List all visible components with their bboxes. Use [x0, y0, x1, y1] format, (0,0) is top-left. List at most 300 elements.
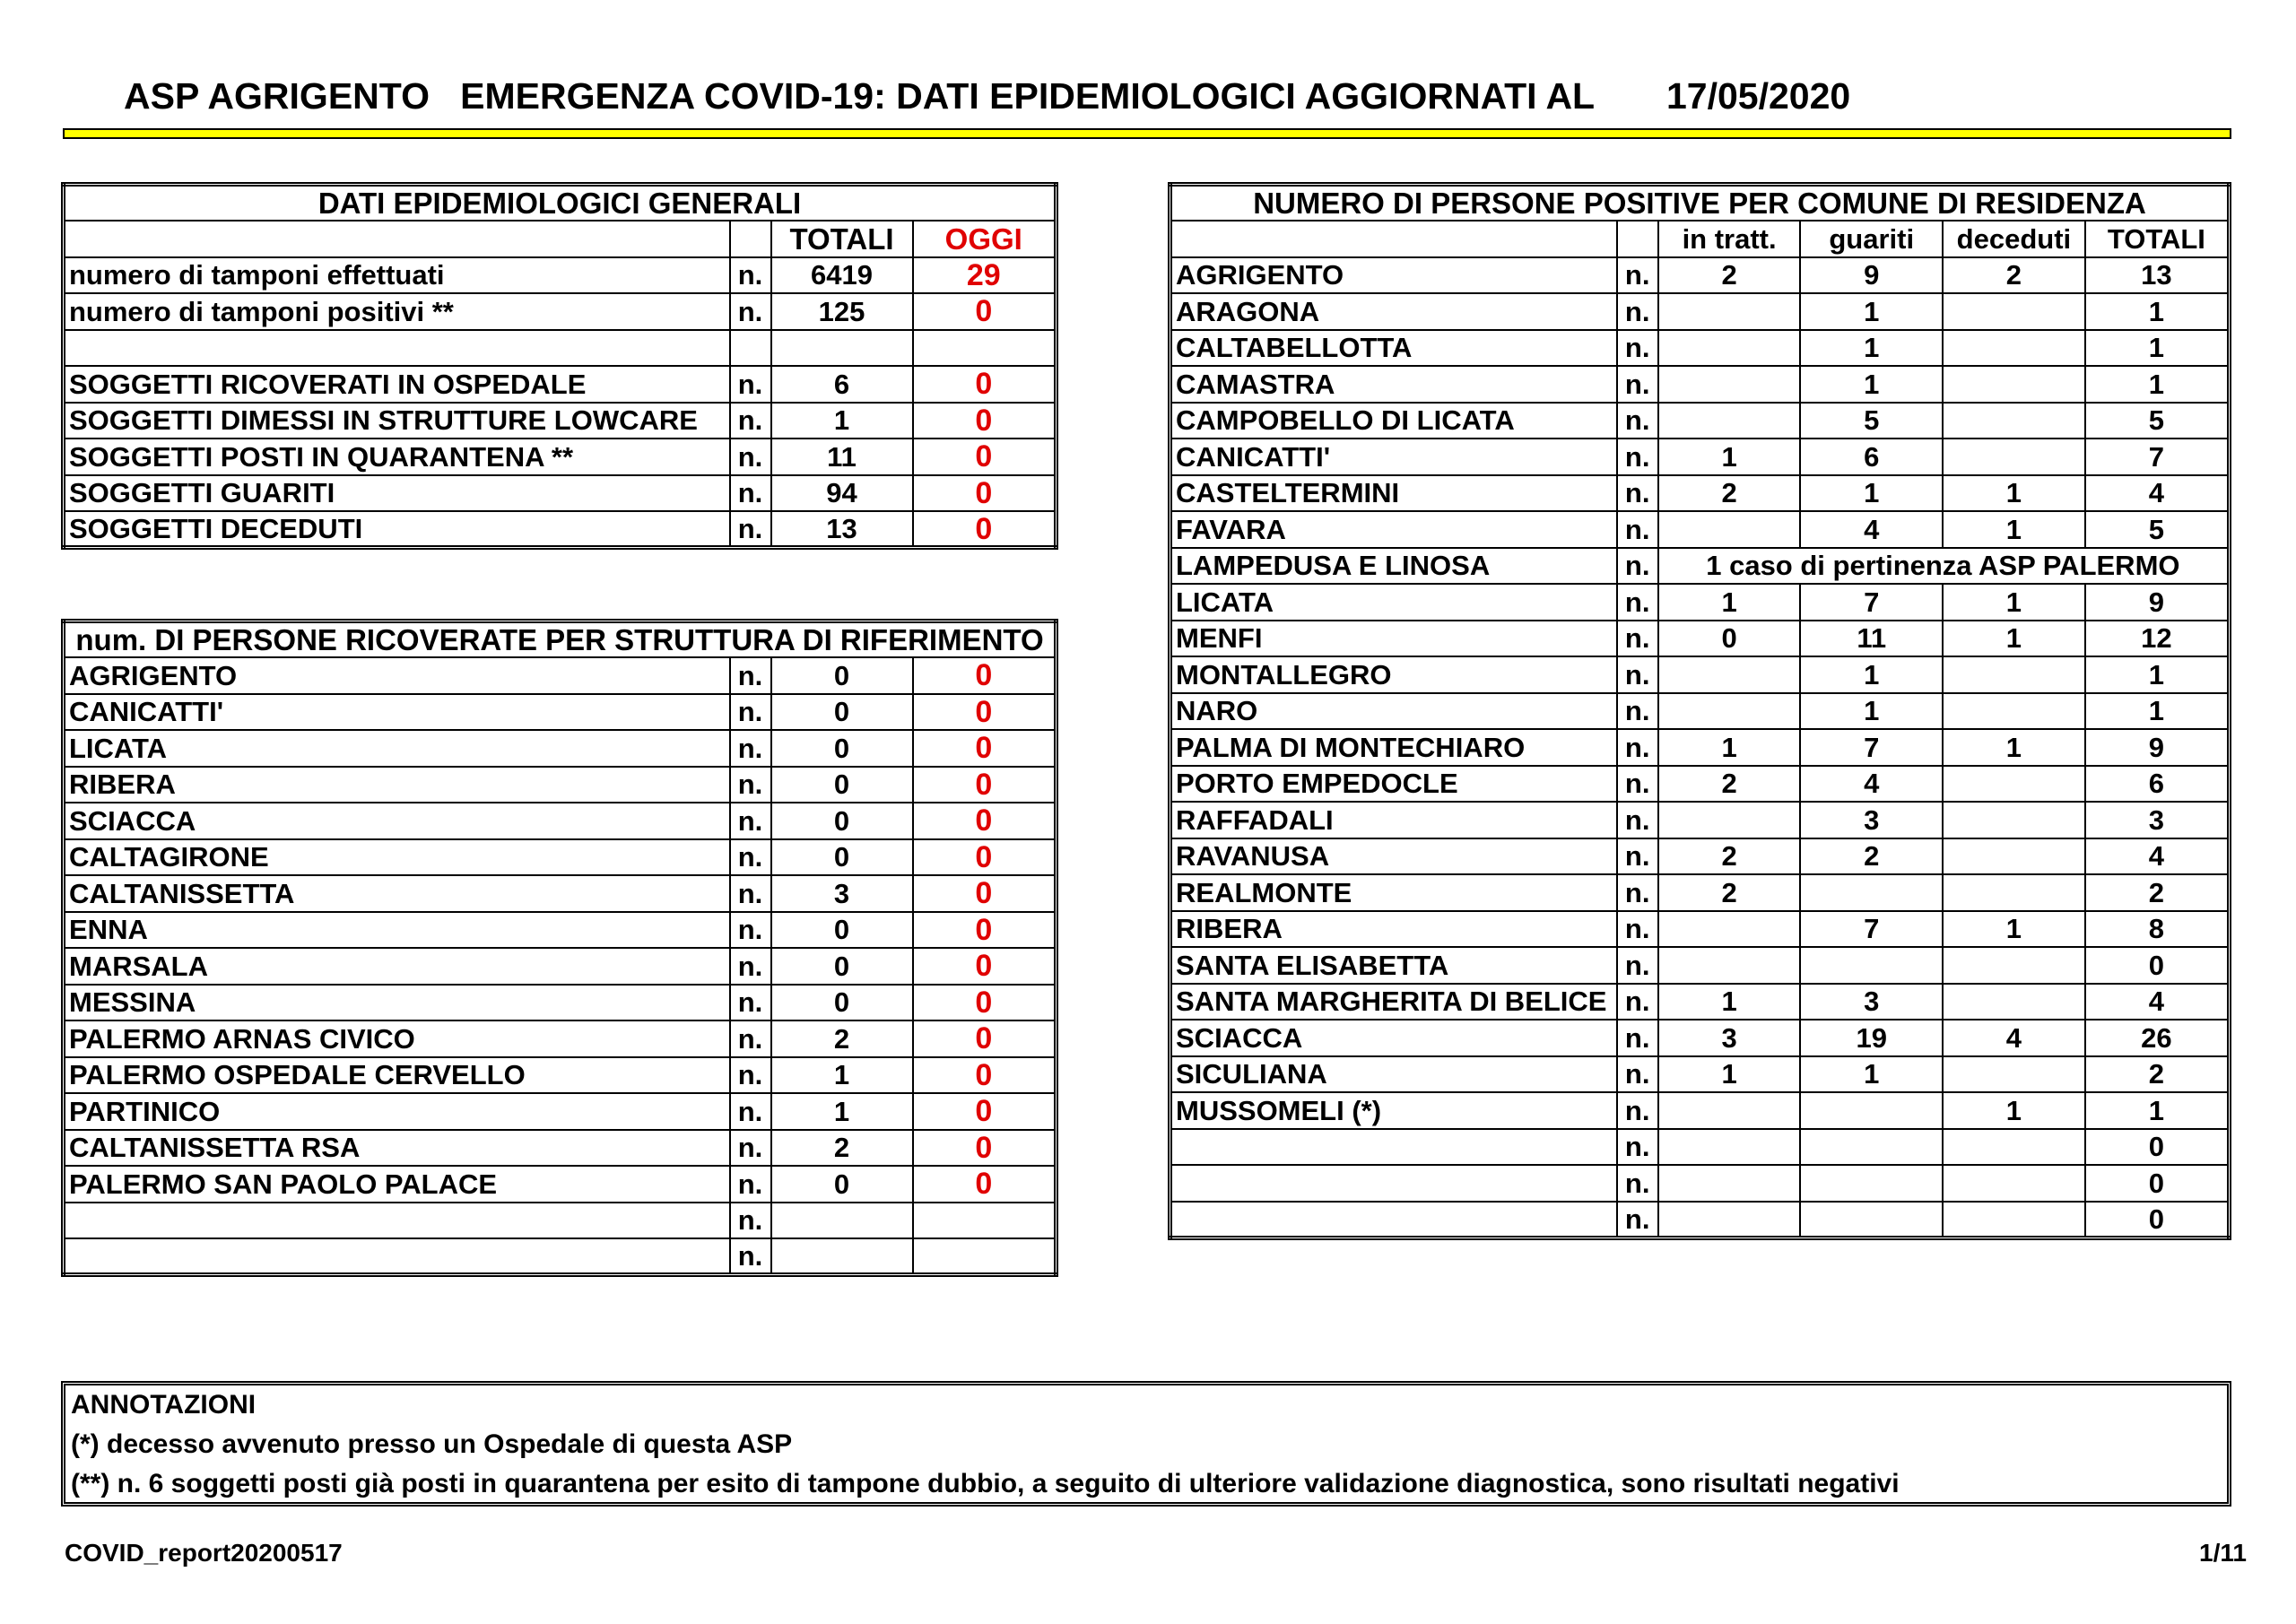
guariti-value	[1800, 1202, 1943, 1238]
oggi-value: 0	[913, 985, 1057, 1021]
municipality-row	[1170, 656, 2230, 693]
row-label: numero di tamponi positivi **	[64, 293, 730, 330]
totali-value: 11	[771, 439, 913, 475]
deceduti-value: 1	[1943, 911, 2085, 948]
deceduti-value: 1	[1943, 511, 2085, 548]
municipality-name: PORTO EMPEDOCLE	[1170, 766, 1617, 803]
structure-name: PALERMO ARNAS CIVICO	[64, 1020, 730, 1057]
totali-value	[771, 1238, 913, 1275]
report-date: 17/05/2020	[1666, 75, 1851, 117]
unit-label: n.	[730, 948, 771, 985]
totali-value: 1	[2085, 656, 2230, 693]
hospital-row	[64, 1130, 1057, 1167]
guariti-value: 1	[1800, 1056, 1943, 1093]
oggi-value: 0	[913, 403, 1057, 439]
unit-label: n.	[1617, 293, 1658, 330]
totali-value: 2	[771, 1020, 913, 1057]
general-data-row	[64, 403, 1057, 439]
general-data-table	[61, 182, 1058, 550]
totali-value: 26	[2085, 1020, 2230, 1056]
oggi-value: 0	[913, 511, 1057, 548]
oggi-value: 0	[913, 475, 1057, 512]
totali-value: 1	[771, 1093, 913, 1130]
general-data-row	[64, 439, 1057, 475]
in-tratt-value: 3	[1658, 1020, 1801, 1056]
oggi-value: 0	[913, 1130, 1057, 1167]
row-label: SOGGETTI POSTI IN QUARANTENA **	[64, 439, 730, 475]
totali-value: 0	[771, 839, 913, 876]
general-data-row	[64, 257, 1057, 294]
row-label: numero di tamponi effettuati	[64, 257, 730, 294]
municipality-row	[1170, 766, 2230, 803]
guariti-value: 1	[1800, 293, 1943, 330]
deceduti-value	[1943, 947, 2085, 984]
municipality-row	[1170, 874, 2230, 911]
deceduti-value: 4	[1943, 1020, 2085, 1056]
totali-value: 6419	[771, 257, 913, 294]
guariti-value	[1800, 1165, 1943, 1202]
deceduti-value: 1	[1943, 729, 2085, 766]
deceduti-value	[1943, 1165, 2085, 1202]
in-tratt-value	[1658, 656, 1801, 693]
unit-label: n.	[1617, 403, 1658, 439]
unit-label: n.	[1617, 1020, 1658, 1056]
municipality-name: AGRIGENTO	[1170, 257, 1617, 294]
in-tratt-value	[1658, 511, 1801, 548]
in-tratt-value	[1658, 293, 1801, 330]
municipality-row	[1170, 330, 2230, 367]
oggi-value: 0	[913, 1057, 1057, 1094]
unit-label: n.	[730, 1130, 771, 1167]
totali-value: 6	[771, 366, 913, 403]
oggi-value	[913, 1238, 1057, 1275]
totali-value: 0	[771, 985, 913, 1021]
guariti-value: 2	[1800, 838, 1943, 875]
unit-label: n.	[1617, 257, 1658, 294]
guariti-value: 7	[1800, 584, 1943, 621]
structure-name: MESSINA	[64, 985, 730, 1021]
totali-value: 12	[2085, 621, 2230, 657]
footer-filename: COVID_report20200517	[65, 1539, 343, 1567]
unit-label: n.	[1617, 475, 1658, 512]
unit-label: n.	[1617, 511, 1658, 548]
unit-label: n.	[730, 803, 771, 839]
deceduti-value: 2	[1943, 257, 2085, 294]
unit-label: n.	[730, 1238, 771, 1275]
totali-value: 1	[771, 1057, 913, 1094]
totali-value: 1	[771, 403, 913, 439]
structure-name: ENNA	[64, 912, 730, 949]
in-tratt-value: 1	[1658, 584, 1801, 621]
totali-value: 1	[2085, 1092, 2230, 1129]
unit-label: n.	[730, 839, 771, 876]
in-tratt-value	[1658, 1165, 1801, 1202]
municipality-row	[1170, 984, 2230, 1020]
structure-name: LICATA	[64, 730, 730, 767]
structure-name: PALERMO SAN PAOLO PALACE	[64, 1166, 730, 1203]
guariti-value	[1800, 947, 1943, 984]
hospital-row	[64, 1057, 1057, 1094]
general-data-row	[64, 330, 1057, 367]
in-tratt-value: 2	[1658, 475, 1801, 512]
oggi-value	[913, 1203, 1057, 1239]
oggi-value: 0	[913, 657, 1057, 694]
deceduti-value: 1	[1943, 1092, 2085, 1129]
in-tratt-value	[1658, 1202, 1801, 1238]
unit-label: n.	[730, 985, 771, 1021]
municipality-name: LAMPEDUSA E LINOSA	[1170, 548, 1617, 585]
unit-label: n.	[1617, 1092, 1658, 1129]
row-label: SOGGETTI GUARITI	[64, 475, 730, 512]
unit-label: n.	[730, 1020, 771, 1057]
totali-value: 1	[2085, 693, 2230, 730]
totali-value: 0	[771, 912, 913, 949]
in-tratt-value: 2	[1658, 766, 1801, 803]
hospital-row	[64, 657, 1057, 694]
col-header-totali: TOTALI	[771, 221, 913, 257]
structure-name: RIBERA	[64, 767, 730, 803]
in-tratt-value	[1658, 693, 1801, 730]
guariti-value: 3	[1800, 802, 1943, 838]
general-header-row	[64, 221, 1057, 257]
hospital-row	[64, 1166, 1057, 1203]
totali-value: 5	[2085, 403, 2230, 439]
in-tratt-value: 2	[1658, 257, 1801, 294]
guariti-value	[1800, 874, 1943, 911]
unit-label: n.	[1617, 366, 1658, 403]
guariti-value: 1	[1800, 475, 1943, 512]
col-header-in-tratt: in tratt.	[1658, 221, 1801, 257]
structure-name: MARSALA	[64, 948, 730, 985]
municipality-row	[1170, 548, 2230, 585]
unit-label: n.	[1617, 548, 1658, 585]
totali-value: 5	[2085, 511, 2230, 548]
municipality-row	[1170, 293, 2230, 330]
structure-name	[64, 1203, 730, 1239]
hospital-row	[64, 875, 1057, 912]
guariti-value: 7	[1800, 729, 1943, 766]
municipality-name: SANTA ELISABETTA	[1170, 947, 1617, 984]
col-header-deceduti: deceduti	[1943, 221, 2085, 257]
hospital-title-row	[64, 621, 1057, 658]
hospital-table-title: num. DI PERSONE RICOVERATE PER STRUTTURA DI RIFERIMENTO	[64, 621, 1057, 658]
totali-value: 0	[771, 948, 913, 985]
guariti-value: 7	[1800, 911, 1943, 948]
guariti-value: 1	[1800, 366, 1943, 403]
unit-label: n.	[730, 730, 771, 767]
municipality-row	[1170, 729, 2230, 766]
oggi-value: 0	[913, 912, 1057, 949]
totali-value: 0	[771, 730, 913, 767]
oggi-value: 0	[913, 439, 1057, 475]
guariti-value: 6	[1800, 439, 1943, 475]
guariti-value: 1	[1800, 656, 1943, 693]
oggi-value: 0	[913, 730, 1057, 767]
totali-value: 0	[2085, 1165, 2230, 1202]
structure-name: CALTANISSETTA RSA	[64, 1130, 730, 1167]
guariti-value: 19	[1800, 1020, 1943, 1056]
unit-label: n.	[1617, 330, 1658, 367]
guariti-value: 1	[1800, 330, 1943, 367]
general-data-row	[64, 511, 1057, 548]
municipality-row	[1170, 911, 2230, 948]
unit-label: n.	[730, 1093, 771, 1130]
unit-label: n.	[1617, 766, 1658, 803]
hospital-row	[64, 767, 1057, 803]
guariti-value: 4	[1800, 766, 1943, 803]
in-tratt-value: 2	[1658, 838, 1801, 875]
deceduti-value	[1943, 802, 2085, 838]
in-tratt-value	[1658, 1092, 1801, 1129]
structure-name: CANICATTI'	[64, 694, 730, 731]
deceduti-value	[1943, 1129, 2085, 1166]
guariti-value	[1800, 1129, 1943, 1166]
oggi-value: 0	[913, 1020, 1057, 1057]
annotation-line: (*) decesso avvenuto presso un Ospedale di questa ASP	[71, 1429, 793, 1459]
in-tratt-value: 1	[1658, 1056, 1801, 1093]
oggi-value: 0	[913, 839, 1057, 876]
guariti-value: 1	[1800, 693, 1943, 730]
annotations-box	[61, 1381, 2231, 1507]
unit-label: n.	[1617, 1129, 1658, 1166]
hospital-row	[64, 1238, 1057, 1275]
totali-value: 0	[2085, 1202, 2230, 1238]
annotations-title: ANNOTAZIONI	[71, 1390, 257, 1420]
unit-label: n.	[1617, 693, 1658, 730]
municipality-row	[1170, 1020, 2230, 1056]
totali-value: 4	[2085, 838, 2230, 875]
col-header-totali: TOTALI	[2085, 221, 2230, 257]
totali-value: 4	[2085, 475, 2230, 512]
oggi-value: 29	[913, 257, 1057, 294]
totali-value: 13	[2085, 257, 2230, 294]
unit-label: n.	[730, 657, 771, 694]
in-tratt-value	[1658, 366, 1801, 403]
row-label	[64, 330, 730, 367]
oggi-value: 0	[913, 803, 1057, 839]
totali-value	[771, 1203, 913, 1239]
hospital-row	[64, 730, 1057, 767]
municipality-row	[1170, 838, 2230, 875]
totali-value: 3	[2085, 802, 2230, 838]
totali-value: 0	[771, 657, 913, 694]
municipality-row	[1170, 403, 2230, 439]
unit-label: n.	[1617, 729, 1658, 766]
hospital-row	[64, 1093, 1057, 1130]
col-header-guariti: guariti	[1800, 221, 1943, 257]
deceduti-value: 1	[1943, 584, 2085, 621]
deceduti-value	[1943, 293, 2085, 330]
deceduti-value: 1	[1943, 621, 2085, 657]
structure-name: SCIACCA	[64, 803, 730, 839]
totali-value: 0	[771, 803, 913, 839]
unit-label: n.	[1617, 1202, 1658, 1238]
unit-label: n.	[1617, 802, 1658, 838]
totali-value: 13	[771, 511, 913, 548]
totali-value: 0	[771, 1166, 913, 1203]
municipality-name: RAFFADALI	[1170, 802, 1617, 838]
in-tratt-value: 2	[1658, 874, 1801, 911]
hospital-row	[64, 948, 1057, 985]
totali-value: 3	[771, 875, 913, 912]
annotation-line: (**) n. 6 soggetti posti già posti in quarantena per esito di tampone dubbio, a seguito di ulteriore validazione diagnostica, sono risultati negativi	[71, 1469, 1900, 1498]
unit-label: n.	[730, 257, 771, 294]
footer-page-number: 1/11	[2199, 1539, 2247, 1567]
unit-label: n.	[730, 1057, 771, 1094]
totali-value: 0	[771, 694, 913, 731]
structure-name	[64, 1238, 730, 1275]
municipality-row	[1170, 693, 2230, 730]
municipality-row	[1170, 366, 2230, 403]
municipality-name: MONTALLEGRO	[1170, 656, 1617, 693]
totali-value: 1	[2085, 293, 2230, 330]
deceduti-value	[1943, 439, 2085, 475]
positives-by-municipality-table	[1168, 182, 2231, 1240]
in-tratt-value	[1658, 330, 1801, 367]
oggi-value: 0	[913, 293, 1057, 330]
municipality-name: CAMPOBELLO DI LICATA	[1170, 403, 1617, 439]
municipality-name: CALTABELLOTTA	[1170, 330, 1617, 367]
unit-label: n.	[1617, 838, 1658, 875]
totali-value: 125	[771, 293, 913, 330]
municipality-row	[1170, 621, 2230, 657]
deceduti-value	[1943, 403, 2085, 439]
oggi-value: 0	[913, 694, 1057, 731]
hospital-row	[64, 694, 1057, 731]
oggi-value: 0	[913, 767, 1057, 803]
in-tratt-value	[1658, 911, 1801, 948]
guariti-value: 5	[1800, 403, 1943, 439]
unit-label: n.	[1617, 621, 1658, 657]
unit-label: n.	[730, 767, 771, 803]
unit-label: n.	[730, 875, 771, 912]
municipality-row	[1170, 439, 2230, 475]
structure-name: AGRIGENTO	[64, 657, 730, 694]
municipality-name: NARO	[1170, 693, 1617, 730]
totali-value: 0	[771, 767, 913, 803]
unit-label: n.	[730, 912, 771, 949]
deceduti-value	[1943, 1056, 2085, 1093]
municipality-name: SICULIANA	[1170, 1056, 1617, 1093]
deceduti-value	[1943, 366, 2085, 403]
deceduti-value	[1943, 693, 2085, 730]
structure-name: CALTANISSETTA	[64, 875, 730, 912]
municipality-row	[1170, 257, 2230, 294]
totali-value: 7	[2085, 439, 2230, 475]
guariti-value: 3	[1800, 984, 1943, 1020]
deceduti-value	[1943, 874, 2085, 911]
comuni-header-row	[1170, 221, 2230, 257]
totali-value: 0	[2085, 1129, 2230, 1166]
totali-value: 94	[771, 475, 913, 512]
municipality-row	[1170, 947, 2230, 984]
municipality-name: CAMASTRA	[1170, 366, 1617, 403]
unit-label: n.	[1617, 947, 1658, 984]
guariti-value: 9	[1800, 257, 1943, 294]
municipality-row	[1170, 1129, 2230, 1166]
general-title-row	[64, 185, 1057, 221]
unit-label: n.	[1617, 911, 1658, 948]
structure-name: CALTAGIRONE	[64, 839, 730, 876]
structure-name: PALERMO OSPEDALE CERVELLO	[64, 1057, 730, 1094]
deceduti-value	[1943, 838, 2085, 875]
unit-label: n.	[730, 475, 771, 512]
municipality-row	[1170, 802, 2230, 838]
unit-label: n.	[1617, 874, 1658, 911]
municipality-name: MUSSOMELI (*)	[1170, 1092, 1617, 1129]
unit-label: n.	[730, 403, 771, 439]
totali-value: 4	[2085, 984, 2230, 1020]
oggi-value: 0	[913, 1093, 1057, 1130]
in-tratt-value: 1	[1658, 439, 1801, 475]
hospitalized-by-structure-table	[61, 619, 1058, 1277]
hospital-row	[64, 1203, 1057, 1239]
report-title	[124, 75, 1851, 117]
municipality-name: PALMA DI MONTECHIARO	[1170, 729, 1617, 766]
totali-value: 0	[2085, 947, 2230, 984]
oggi-value: 0	[913, 875, 1057, 912]
oggi-value: 0	[913, 948, 1057, 985]
unit-label: n.	[1617, 984, 1658, 1020]
unit-label: n.	[1617, 1165, 1658, 1202]
municipality-row	[1170, 1092, 2230, 1129]
municipality-name: CANICATTI'	[1170, 439, 1617, 475]
municipality-name	[1170, 1165, 1617, 1202]
deceduti-value: 1	[1943, 475, 2085, 512]
totali-value: 8	[2085, 911, 2230, 948]
guariti-value: 4	[1800, 511, 1943, 548]
municipality-row	[1170, 1056, 2230, 1093]
in-tratt-value	[1658, 947, 1801, 984]
structure-name: PARTINICO	[64, 1093, 730, 1130]
totali-value: 1	[2085, 330, 2230, 367]
row-label: SOGGETTI DECEDUTI	[64, 511, 730, 548]
hospital-row	[64, 839, 1057, 876]
municipality-name: ARAGONA	[1170, 293, 1617, 330]
municipality-name: CASTELTERMINI	[1170, 475, 1617, 512]
municipality-name: RIBERA	[1170, 911, 1617, 948]
unit-label: n.	[1617, 584, 1658, 621]
municipality-name: REALMONTE	[1170, 874, 1617, 911]
unit-label: n.	[730, 1166, 771, 1203]
deceduti-value	[1943, 656, 2085, 693]
municipality-name: RAVANUSA	[1170, 838, 1617, 875]
unit-label: n.	[730, 293, 771, 330]
oggi-value: 0	[913, 366, 1057, 403]
unit-label: n.	[730, 439, 771, 475]
municipality-name: FAVARA	[1170, 511, 1617, 548]
in-tratt-value: 1	[1658, 984, 1801, 1020]
row-label: SOGGETTI RICOVERATI IN OSPEDALE	[64, 366, 730, 403]
totali-value: 2	[2085, 874, 2230, 911]
comuni-table-title: NUMERO DI PERSONE POSITIVE PER COMUNE DI RESIDENZA	[1170, 185, 2230, 221]
totali-value	[771, 330, 913, 367]
municipality-name: LICATA	[1170, 584, 1617, 621]
in-tratt-value	[1658, 403, 1801, 439]
totali-value: 2	[2085, 1056, 2230, 1093]
municipality-name: SANTA MARGHERITA DI BELICE	[1170, 984, 1617, 1020]
municipality-name	[1170, 1202, 1617, 1238]
municipality-name: SCIACCA	[1170, 1020, 1617, 1056]
row-label: SOGGETTI DIMESSI IN STRUTTURE LOWCARE	[64, 403, 730, 439]
in-tratt-value	[1658, 1129, 1801, 1166]
hospital-row	[64, 1020, 1057, 1057]
totali-value: 9	[2085, 584, 2230, 621]
general-data-row	[64, 293, 1057, 330]
unit-label: n.	[1617, 439, 1658, 475]
yellow-divider-bar	[63, 128, 2231, 139]
unit-label: n.	[730, 694, 771, 731]
